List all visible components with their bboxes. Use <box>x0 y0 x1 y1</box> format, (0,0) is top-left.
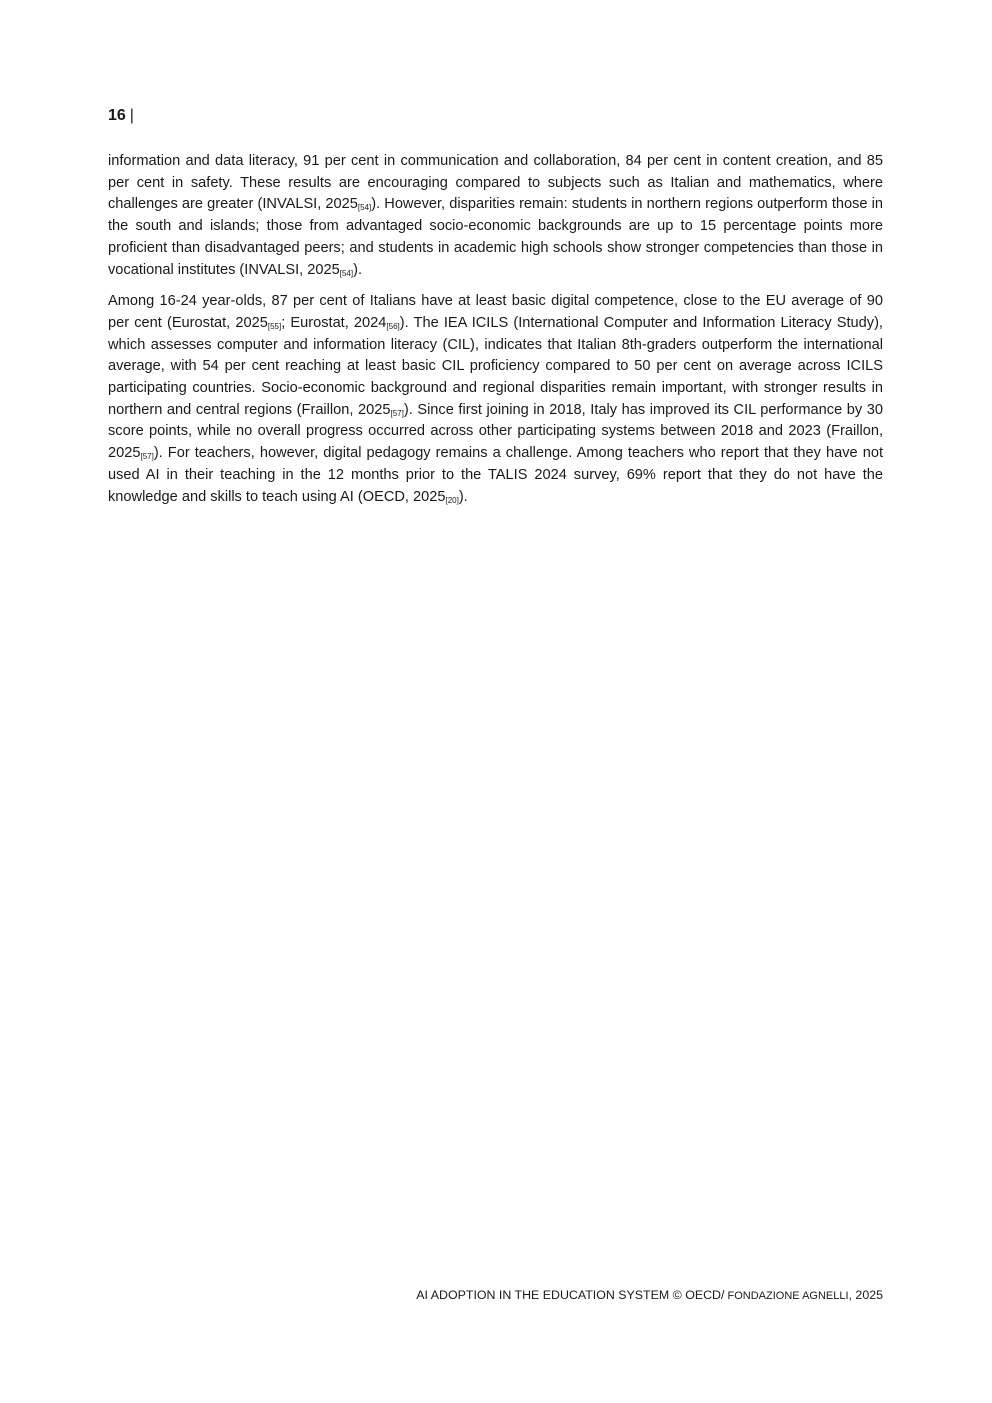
page-number-separator: | <box>129 107 134 124</box>
footer-publisher: FONDAZIONE AGNELLI <box>724 1290 849 1302</box>
page-header <box>108 106 134 126</box>
paragraph-text: ). Since first joining in 2018, Italy has improved its CIL performance by 30 score points, while no overall progress occurred across other participating systems between 2018 and 2023 (Fraillon, 2025 <box>108 401 883 462</box>
reference-marker: [57] <box>140 452 154 462</box>
footer-title: AI ADOPTION IN THE EDUCATION SYSTEM © OECD/ <box>416 1288 725 1302</box>
reference-marker: [20] <box>445 495 459 505</box>
page-footer <box>416 1287 883 1304</box>
footer-year: , 2025 <box>848 1288 883 1302</box>
paragraph-text: Among 16-24 year-olds, 87 per cent of Italians have at least basic digital competence, close to the EU average of 90 per cent (Eurostat, 2025 <box>108 293 883 331</box>
paragraph-text: ). The IEA ICILS (International Computer and Information Literacy Study), which assesses computer and information literacy (CIL), indicates that Italian 8th-graders outperform the international average, with 54 per cent reaching at least basic CIL proficiency compared to 50 per cent on average across ICILS participating countries. Socio-economic background and regional disparities remain important, with stronger results in northern and central regions (Fraillon, 2025 <box>108 314 883 418</box>
body-text <box>108 151 883 518</box>
reference-marker: [57] <box>390 408 404 418</box>
paragraph-1 <box>108 151 883 281</box>
page-number: 16 <box>108 107 126 124</box>
paragraph-text: ). <box>458 488 468 505</box>
reference-marker: [55] <box>267 321 282 331</box>
paragraph-text: ; Eurostat, 2024 <box>281 314 387 331</box>
paragraph-text: ). However, disparities remain: students in northern regions outperform those in the south and islands; those from advantaged socio-economic backgrounds are up to 15 percentage points more proficient than disadvantaged peers; and students in academic high schools show stronger competencies than those in vocational institutes (INVALSI, 2025 <box>108 196 884 278</box>
reference-marker: [54] <box>339 268 354 278</box>
reference-marker: [54] <box>357 203 372 213</box>
paragraph-text: ). For teachers, however, digital pedagogy remains a challenge. Among teachers who report that they have not used AI in their teaching in the 12 months prior to the TALIS 2024 survey, 69% report that they do not have the knowledge and skills to teach using AI (OECD, 2025 <box>108 445 883 505</box>
paragraph-text: information and data literacy, 91 per cent in communication and collaboration, 84 per cent in content creation, and 85 per cent in safety. These results are encouraging compared to subjects such as Italian and mathematics, where challenges are greater (INVALSI, 2025 <box>108 153 883 213</box>
paragraph-2 <box>108 291 883 508</box>
reference-marker: [56] <box>386 321 400 331</box>
paragraph-text: ). <box>353 261 362 278</box>
